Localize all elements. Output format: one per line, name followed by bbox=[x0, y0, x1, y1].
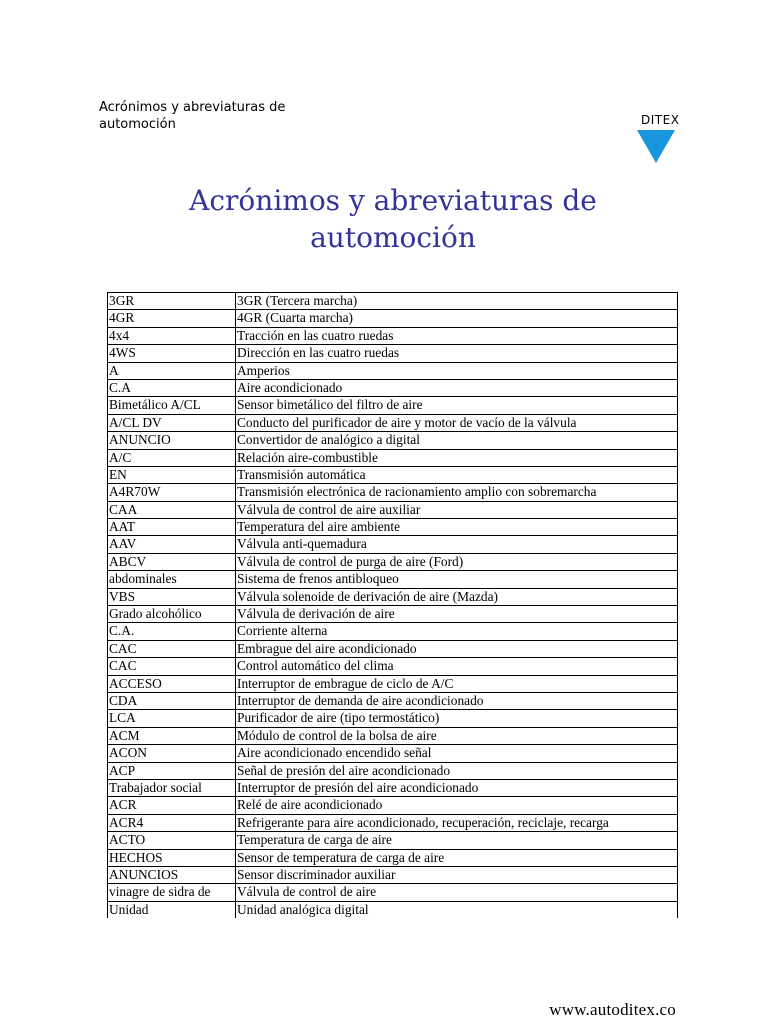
acronym-cell: A/C bbox=[108, 449, 236, 466]
table-row bbox=[108, 606, 678, 623]
acronym-cell: 3GR bbox=[108, 293, 236, 310]
acronym-cell: 4WS bbox=[108, 345, 236, 362]
acronym-cell: A4R70W bbox=[108, 484, 236, 501]
table-row bbox=[108, 466, 678, 483]
meaning-cell: Válvula de control de purga de aire (Ford) bbox=[236, 553, 678, 570]
meaning-cell: Señal de presión del aire acondicionado bbox=[236, 762, 678, 779]
meaning-cell: Interruptor de presión del aire acondicionado bbox=[236, 779, 678, 796]
acronym-cell: AAV bbox=[108, 536, 236, 553]
meaning-cell: Tracción en las cuatro ruedas bbox=[236, 327, 678, 344]
table-row bbox=[108, 797, 678, 814]
brand-name: DITEX bbox=[641, 113, 680, 127]
table-row bbox=[108, 658, 678, 675]
acronym-cell: 4x4 bbox=[108, 327, 236, 344]
meaning-cell: Refrigerante para aire acondicionado, recuperación, reciclaje, recarga bbox=[236, 814, 678, 831]
table-row bbox=[108, 449, 678, 466]
meaning-cell: Amperios bbox=[236, 362, 678, 379]
meaning-cell: Dirección en las cuatro ruedas bbox=[236, 345, 678, 362]
acronym-cell: CAC bbox=[108, 658, 236, 675]
meaning-cell: Válvula de control de aire auxiliar bbox=[236, 501, 678, 518]
acronym-table-body bbox=[108, 293, 678, 919]
table-row bbox=[108, 623, 678, 640]
acronym-cell: CAA bbox=[108, 501, 236, 518]
meaning-cell: 4GR (Cuarta marcha) bbox=[236, 310, 678, 327]
acronym-cell: ACR bbox=[108, 797, 236, 814]
acronym-cell: C.A bbox=[108, 379, 236, 396]
acronym-cell: A bbox=[108, 362, 236, 379]
meaning-cell: Control automático del clima bbox=[236, 658, 678, 675]
acronym-cell: 4GR bbox=[108, 310, 236, 327]
table-row bbox=[108, 397, 678, 414]
meaning-cell: Transmisión automática bbox=[236, 466, 678, 483]
meaning-cell: Aire acondicionado encendido señal bbox=[236, 745, 678, 762]
meaning-cell: Unidad analógica digital bbox=[236, 901, 678, 918]
table-row bbox=[108, 762, 678, 779]
acronym-cell: Grado alcohólico bbox=[108, 606, 236, 623]
acronym-cell: vinagre de sidra de bbox=[108, 884, 236, 901]
table-row bbox=[108, 553, 678, 570]
meaning-cell: Sistema de frenos antibloqueo bbox=[236, 571, 678, 588]
meaning-cell: Sensor de temperatura de carga de aire bbox=[236, 849, 678, 866]
acronym-cell: A/CL DV bbox=[108, 414, 236, 431]
meaning-cell: Interruptor de demanda de aire acondicionado bbox=[236, 692, 678, 709]
table-row bbox=[108, 901, 678, 918]
brand-logo bbox=[641, 112, 679, 164]
table-row bbox=[108, 327, 678, 344]
acronym-cell: VBS bbox=[108, 588, 236, 605]
acronym-cell: Unidad bbox=[108, 901, 236, 918]
table-row bbox=[108, 692, 678, 709]
table-row bbox=[108, 588, 678, 605]
meaning-cell: Purificador de aire (tipo termostático) bbox=[236, 710, 678, 727]
meaning-cell: Conducto del purificador de aire y motor de vacío de la válvula bbox=[236, 414, 678, 431]
acronym-cell: AAT bbox=[108, 519, 236, 536]
acronym-cell: CAC bbox=[108, 640, 236, 657]
acronym-table bbox=[107, 292, 678, 918]
table-row bbox=[108, 866, 678, 883]
acronym-cell: ABCV bbox=[108, 553, 236, 570]
meaning-cell: Módulo de control de la bolsa de aire bbox=[236, 727, 678, 744]
meaning-cell: Temperatura de carga de aire bbox=[236, 832, 678, 849]
meaning-cell: Sensor bimetálico del filtro de aire bbox=[236, 397, 678, 414]
meaning-cell: Sensor discriminador auxiliar bbox=[236, 866, 678, 883]
acronym-cell: Trabajador social bbox=[108, 779, 236, 796]
acronym-cell: EN bbox=[108, 466, 236, 483]
acronym-cell: ACM bbox=[108, 727, 236, 744]
meaning-cell: Convertidor de analógico a digital bbox=[236, 432, 678, 449]
acronym-cell: HECHOS bbox=[108, 849, 236, 866]
meaning-cell: Válvula de control de aire bbox=[236, 884, 678, 901]
meaning-cell: Relé de aire acondicionado bbox=[236, 797, 678, 814]
footer-url: www.autoditex.co bbox=[549, 1000, 676, 1019]
table-row bbox=[108, 293, 678, 310]
table-row bbox=[108, 884, 678, 901]
table-row bbox=[108, 814, 678, 831]
table-row bbox=[108, 432, 678, 449]
table-row bbox=[108, 484, 678, 501]
meaning-cell: Transmisión electrónica de racionamiento amplio con sobremarcha bbox=[236, 484, 678, 501]
table-row bbox=[108, 779, 678, 796]
meaning-cell: Aire acondicionado bbox=[236, 379, 678, 396]
acronym-cell: ACTO bbox=[108, 832, 236, 849]
table-row bbox=[108, 832, 678, 849]
meaning-cell: Corriente alterna bbox=[236, 623, 678, 640]
meaning-cell: 3GR (Tercera marcha) bbox=[236, 293, 678, 310]
running-header: Acrónimos y abreviaturas de automoción bbox=[99, 100, 286, 132]
table-row bbox=[108, 519, 678, 536]
table-row bbox=[108, 414, 678, 431]
table-row bbox=[108, 379, 678, 396]
acronym-cell: ACP bbox=[108, 762, 236, 779]
acronym-cell: ACR4 bbox=[108, 814, 236, 831]
brand-triangle-icon bbox=[637, 130, 675, 164]
acronym-cell: ANUNCIO bbox=[108, 432, 236, 449]
table-row bbox=[108, 536, 678, 553]
acronym-cell: ANUNCIOS bbox=[108, 866, 236, 883]
table-row bbox=[108, 501, 678, 518]
table-row bbox=[108, 345, 678, 362]
acronym-cell: Bimetálico A/CL bbox=[108, 397, 236, 414]
acronym-cell: ACON bbox=[108, 745, 236, 762]
meaning-cell: Temperatura del aire ambiente bbox=[236, 519, 678, 536]
table-row bbox=[108, 362, 678, 379]
table-row bbox=[108, 849, 678, 866]
table-row bbox=[108, 710, 678, 727]
table-row bbox=[108, 745, 678, 762]
acronym-cell: abdominales bbox=[108, 571, 236, 588]
acronym-cell: LCA bbox=[108, 710, 236, 727]
meaning-cell: Interruptor de embrague de ciclo de A/C bbox=[236, 675, 678, 692]
table-row bbox=[108, 675, 678, 692]
meaning-cell: Relación aire-combustible bbox=[236, 449, 678, 466]
meaning-cell: Embrague del aire acondicionado bbox=[236, 640, 678, 657]
table-row bbox=[108, 571, 678, 588]
meaning-cell: Válvula de derivación de aire bbox=[236, 606, 678, 623]
acronym-cell: CDA bbox=[108, 692, 236, 709]
document-title: Acrónimos y abreviaturas de automoción bbox=[189, 184, 597, 254]
table-row bbox=[108, 310, 678, 327]
acronym-cell: C.A. bbox=[108, 623, 236, 640]
table-row bbox=[108, 640, 678, 657]
acronym-cell: ACCESO bbox=[108, 675, 236, 692]
table-row bbox=[108, 727, 678, 744]
meaning-cell: Válvula anti-quemadura bbox=[236, 536, 678, 553]
meaning-cell: Válvula solenoide de derivación de aire (Mazda) bbox=[236, 588, 678, 605]
